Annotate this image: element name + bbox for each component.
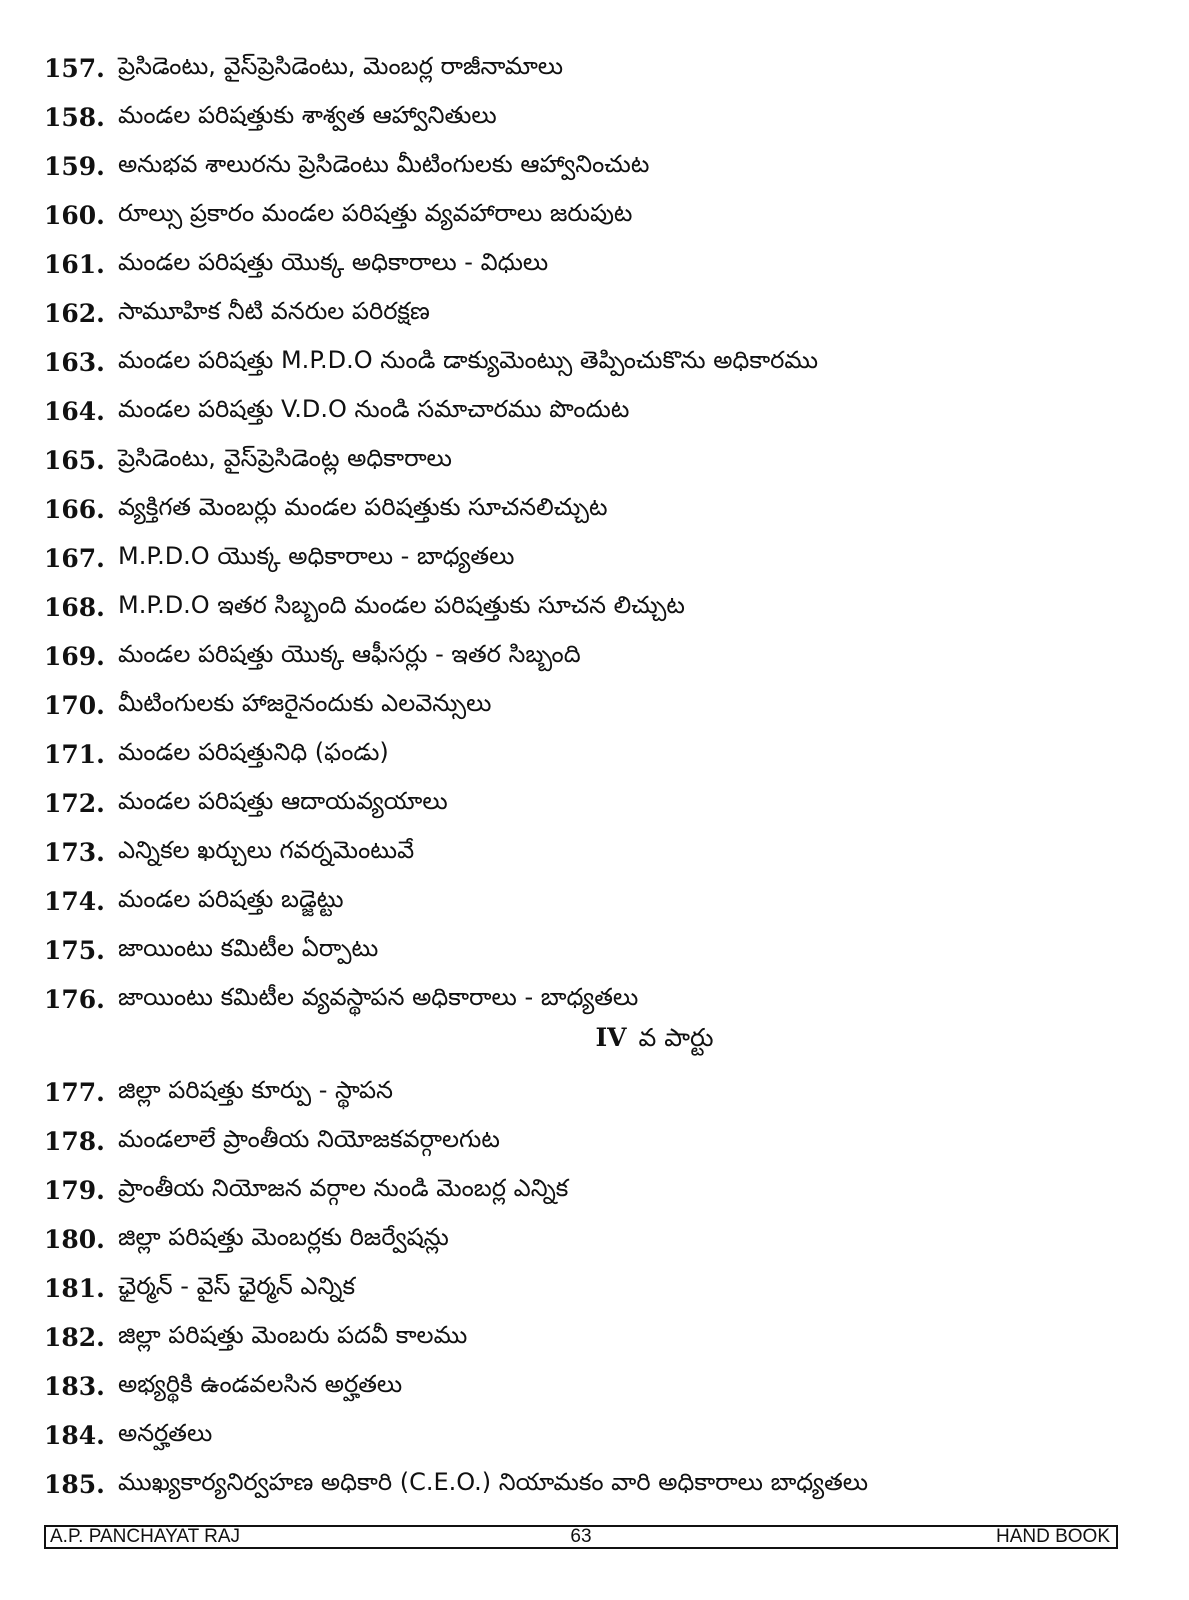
item-title: మీటింగులకు హాజరైనందుకు ఎలవెన్సులు [118,688,492,717]
item-title: ఎన్నికల ఖర్చులు గవర్నమెంటువే [118,835,415,864]
list-item [44,387,1144,436]
item-title: అభ్యర్థికి ఉండవలసిన అర్హతలు [118,1369,403,1398]
list-item [44,93,1144,142]
item-title: జిల్లా పరిషత్తు కూర్పు - స్థాపన [118,1075,393,1104]
item-title: వ్యక్తిగత మెంబర్లు మండల పరిషత్తుకు సూచనలిచ్చుట [118,492,608,521]
list-item [44,1362,1144,1411]
item-number: 174. [44,887,105,916]
item-title: అనుభవ శాలురను ప్రెసిడెంటు మీటింగులకు ఆహ్వానించుట [118,149,650,178]
item-number: 163. [44,348,105,377]
item-title: మండల పరిషత్తుకు శాశ్వత ఆహ్వానితులు [118,100,497,129]
item-number: 159. [44,152,105,181]
item-number: 175. [44,936,105,965]
item-number: 172. [44,789,105,818]
item-title: మండల పరిషత్తునిధి (ఫండు) [118,737,389,766]
item-number: 178. [44,1127,105,1156]
item-number: 181. [44,1274,105,1303]
item-title: మండల పరిషత్తు బడ్జెట్టు [118,884,344,913]
item-title: సామూహిక నీటి వనరుల పరిరక్షణ [118,296,430,325]
page-number: 63 [570,1526,592,1547]
item-number: 179. [44,1176,105,1205]
item-number: 167. [44,544,105,573]
item-title: అనర్హతలు [118,1418,213,1447]
item-number: 160. [44,201,105,230]
item-title: రూల్సు ప్రకారం మండల పరిషత్తు వ్యవహారాలు జరుపుట [118,198,633,227]
list-item [44,1411,1144,1460]
item-number: 158. [44,103,105,132]
item-title: జాయింటు కమిటీల ఏర్పాటు [118,933,379,962]
list-item [44,191,1144,240]
item-title: M.P.D.O యొక్క అధికారాలు - బాధ్యతలు [118,541,515,570]
list-item [44,632,1144,681]
list-item [44,730,1144,779]
item-number: 185. [44,1470,105,1499]
item-title: జిల్లా పరిషత్తు మెంబరు పదవీ కాలము [118,1320,468,1349]
list-item [44,1166,1144,1215]
item-title: ప్రెసిడెంటు, వైస్‌ప్రెసిడెంట్ల అధికారాలు [118,443,452,472]
item-title: ముఖ్యకార్యనిర్వహణ అధికారి (C.E.O.) నియామకం వారి అధికారాలు బాధ్యతలు [118,1467,869,1496]
list-item [44,1313,1144,1362]
list-item [44,828,1144,877]
page-footer [44,1525,1118,1549]
item-title: మండల పరిషత్తు యొక్క అధికారాలు - విధులు [118,247,549,276]
item-number: 176. [44,985,105,1014]
item-number: 164. [44,397,105,426]
item-title: మండలాలే ప్రాంతీయ నియోజకవర్గాలగుట [118,1124,500,1153]
item-title: ప్రాంతీయ నియోజన వర్గాల నుండి మెంబర్ల ఎన్నిక [118,1173,569,1202]
item-number: 177. [44,1078,105,1107]
list-item [44,44,1144,93]
list-item [44,142,1144,191]
list-item [44,534,1144,583]
section-roman-numeral: IV [595,1023,627,1052]
section-label: వ పార్టు [638,1023,714,1052]
footer-book-title: A.P. PANCHAYAT RAJ [50,1526,241,1547]
item-title: M.P.D.O ఇతర సిబ్బంది మండల పరిషత్తుకు సూచన లిచ్చుట [118,590,685,619]
item-number: 166. [44,495,105,524]
list-item [44,926,1144,975]
item-number: 157. [44,54,105,83]
contents-list-part-a [44,44,1144,1024]
list-item [44,1460,1144,1509]
item-title: మండల పరిషత్తు యొక్క ఆఫీసర్లు - ఇతర సిబ్బంది [118,639,581,668]
item-number: 180. [44,1225,105,1254]
footer-handbook-label: HAND BOOK [995,1526,1110,1547]
list-item [44,877,1144,926]
list-item [44,1264,1144,1313]
item-number: 182. [44,1323,105,1352]
item-number: 184. [44,1421,105,1450]
list-item [44,289,1144,338]
item-number: 162. [44,299,105,328]
item-title: జిల్లా పరిషత్తు మెంబర్లకు రిజర్వేషన్లు [118,1222,449,1251]
list-item [44,779,1144,828]
item-title: మండల పరిషత్తు M.P.D.O నుండి డాక్యుమెంట్సు తెప్పించుకొను అధికారము [118,345,819,374]
list-item [44,1215,1144,1264]
item-number: 170. [44,691,105,720]
item-number: 183. [44,1372,105,1401]
item-title: మండల పరిషత్తు V.D.O నుండి సమాచారము పొందుట [118,394,630,423]
item-number: 165. [44,446,105,475]
contents-list-part-b [44,1068,1144,1509]
list-item [44,485,1144,534]
item-number: 173. [44,838,105,867]
item-number: 169. [44,642,105,671]
item-number: 161. [44,250,105,279]
list-item [44,583,1144,632]
item-number: 171. [44,740,105,769]
item-number: 168. [44,593,105,622]
list-item [44,338,1144,387]
item-title: ప్రెసిడెంటు, వైస్‌ప్రెసిడెంటు, మెంబర్ల రాజీనామాలు [118,51,564,80]
list-item [44,681,1144,730]
list-item [44,1068,1144,1117]
item-title: ఛైర్మన్ - వైస్ ఛైర్మన్ ఎన్నిక [118,1271,356,1300]
list-item [44,240,1144,289]
list-item [44,1117,1144,1166]
item-title: మండల పరిషత్తు ఆదాయవ్యయాలు [118,786,448,815]
item-title: జాయింటు కమిటీల వ్యవస్థాపన అధికారాలు - బాధ్యతలు [118,982,639,1011]
list-item [44,436,1144,485]
section-heading [0,1016,1189,1060]
